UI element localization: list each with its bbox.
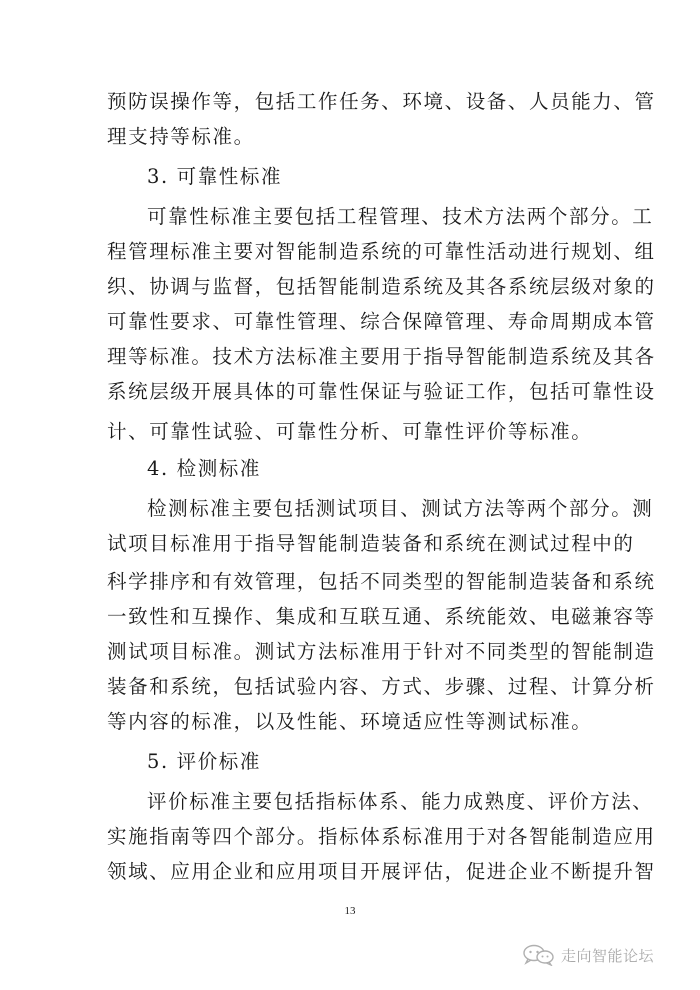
text-line: 织、协调与监督，包括智能制造系统及其各系统层级对象的 <box>107 275 656 298</box>
text-line: 系统层级开展具体的可靠性保证与验证工作，包括可靠性设 <box>107 380 656 403</box>
page-number: 13 <box>344 905 356 917</box>
text-line: 理等标准。技术方法标准主要用于指导智能制造系统及其各 <box>107 345 656 368</box>
text-line: 可靠性要求、可靠性管理、综合保障管理、寿命周期成本管 <box>107 310 656 333</box>
text-line: 一致性和互操作、集成和互联互通、系统能效、电磁兼容等 <box>107 605 656 628</box>
text-line: 计、可靠性试验、可靠性分析、可靠性评价等标准。 <box>107 420 593 443</box>
paragraph-first-line: 评价标准主要包括指标体系、能力成熟度、评价方法、 <box>147 790 654 813</box>
text-line: 实施指南等四个部分。指标体系标准用于对各智能制造应用 <box>107 825 656 848</box>
text-line: 装备和系统，包括试验内容、方式、步骤、过程、计算分析 <box>107 675 656 698</box>
text-line: 等内容的标准，以及性能、环境适应性等测试标准。 <box>107 710 593 733</box>
paragraph-first-line: 检测标准主要包括测试项目、测试方法等两个部分。测 <box>147 497 654 520</box>
text-line: 科学排序和有效管理，包括不同类型的智能制造装备和系统 <box>107 570 656 593</box>
wechat-icon <box>522 944 556 966</box>
section-heading-reliability: 3. 可靠性标准 <box>147 165 283 188</box>
text-line: 程管理标准主要对智能制造系统的可靠性活动进行规划、组 <box>107 240 656 263</box>
watermark <box>522 944 654 966</box>
text-line: 试项目标准用于指导智能制造装备和系统在测试过程中的 <box>107 532 635 555</box>
section-heading-evaluation: 5. 评价标准 <box>147 750 262 773</box>
text-line: 测试项目标准。测试方法标准用于针对不同类型的智能制造 <box>107 640 656 663</box>
section-heading-testing: 4. 检测标准 <box>147 457 262 480</box>
text-line: 领域、应用企业和应用项目开展评估，促进企业不断提升智 <box>107 860 656 883</box>
paragraph-first-line: 可靠性标准主要包括工程管理、技术方法两个部分。工 <box>147 205 654 228</box>
watermark-text: 走向智能论坛 <box>561 946 655 965</box>
text-line: 理支持等标准。 <box>107 125 255 148</box>
text-line: 预防误操作等，包括工作任务、环境、设备、人员能力、管 <box>107 90 656 113</box>
